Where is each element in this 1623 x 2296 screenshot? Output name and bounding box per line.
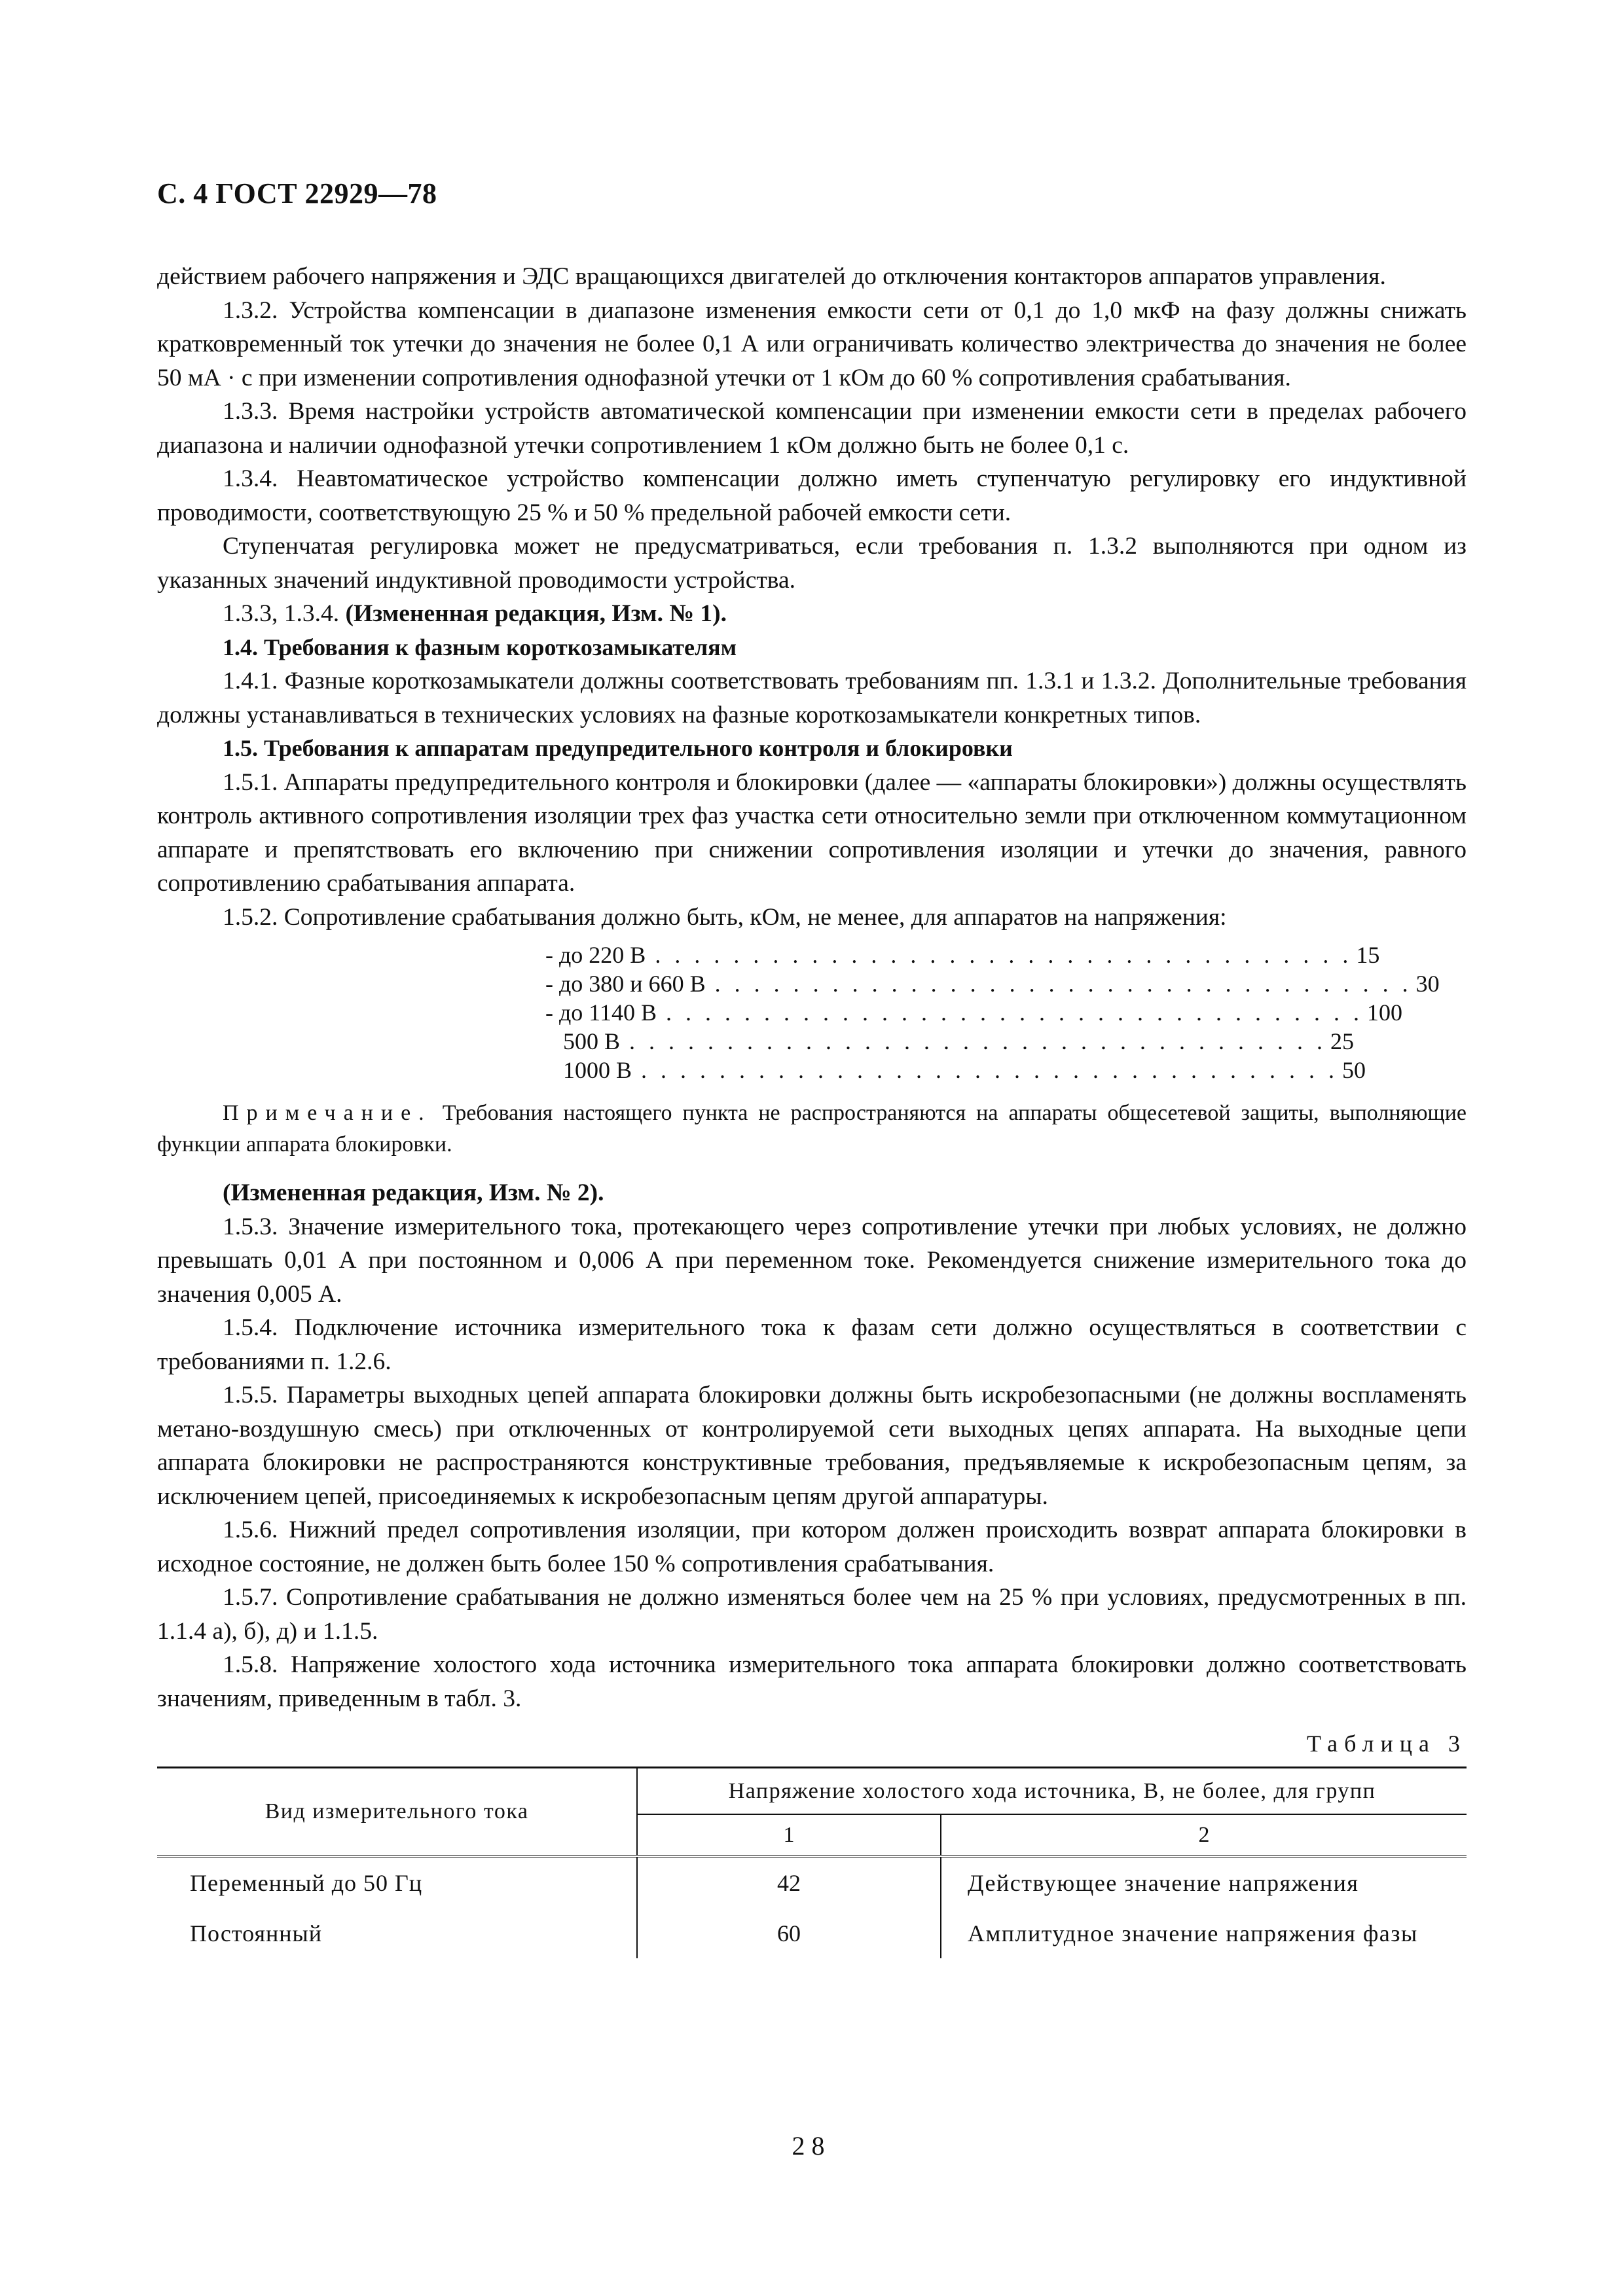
amendment-text: (Измененная редакция, Изм. № 1). — [345, 600, 727, 627]
list-item: - до 1140 В . . . . . . . . . . . . . . . . . . . . . . . . . . . . . . . . . . . . 100 — [545, 999, 1402, 1026]
list-item: - до 220 В . . . . . . . . . . . . . . . . . . . . . . . . . . . . . . . . . . . . 15 — [545, 942, 1380, 968]
voltage-resistance-list — [545, 941, 1440, 1085]
amendment-ref: 1.3.3, 1.3.4. — [223, 600, 346, 627]
section-heading-1-4: 1.4. Требования к фазным короткозамыкателям — [223, 634, 737, 660]
paragraph-1-3-2: 1.3.2. Устройства компенсации в диапазоне изменения емкости сети от 0,1 до 1,0 мкФ на фазу должны снижать кратковременный ток утечки до значения не более 0,1 А или ограничивать количество электричества до значения не более 50 мА · с при изменении сопротивления однофазной утечки от 1 кОм до 60 % сопротивления срабатывания. — [157, 296, 1467, 391]
note-text: Требования настоящего пункта не распространяются на аппараты общесетевой защиты, выполняющие функции аппарата блокировки. — [157, 1101, 1467, 1157]
paragraph-1-5-5: 1.5.5. Параметры выходных цепей аппарата блокировки должны быть искробезопасными (не должны воспламенять метано-воздушную смесь) при отключенных от контролируемой сети выходных цепях аппарата. На выходные цепи аппарата блокировки не распространяются конструктивные требования, предъявляемые к искробезопасным цепям, за исключением цепей, присоединяемых к искробезопасным цепям другой аппаратуры. — [157, 1382, 1467, 1510]
paragraph-1-5-1: 1.5.1. Аппараты предупредительного контроля и блокировки (далее — «аппараты блокировки») должны осуществлять контроль активного сопротивления изоляции трех фаз участка сети относительно земли при отключенном коммутационном аппарате и препятствовать его включению при снижении сопротивления изоляции и утечки до значения, равного сопротивлению срабатывания аппарата. — [157, 768, 1467, 897]
table-cell: Амплитудное значение напряжения фазы — [968, 1920, 1418, 1946]
table-cell: Действующее значение напряжения — [968, 1870, 1359, 1896]
paragraph-1-5-6: 1.5.6. Нижний предел сопротивления изоляции, при котором должен происходить возврат аппарата блокировки в исходное состояние, не должен быть более 150 % сопротивления срабатывания. — [157, 1516, 1467, 1577]
paragraph-stepped-regulation: Ступенчатая регулировка может не предусматриваться, если требования п. 1.3.2 выполняются при одном из указанных значений индуктивной проводимости устройства. — [157, 533, 1467, 594]
table-cell: 42 — [637, 1856, 941, 1909]
paragraph-1-5-4: 1.5.4. Подключение источника измерительного тока к фазам сети должно осуществляться в соответствии с требованиями п. 1.2.6. — [157, 1314, 1467, 1375]
column-header-current-type: Вид измерительного тока — [157, 1768, 637, 1857]
table-3 — [157, 1767, 1467, 1958]
paragraph-1-5-8: 1.5.8. Напряжение холостого хода источника измерительного тока аппарата блокировки должно соответствовать значениям, приведенным в табл. 3. — [157, 1651, 1467, 1712]
note — [157, 1098, 1467, 1160]
column-header-voltage: Напряжение холостого хода источника, В, не более, для групп — [637, 1768, 1467, 1815]
amendment-note-2: (Измененная редакция, Изм. № 2). — [223, 1179, 604, 1206]
section-heading-1-5: 1.5. Требования к аппаратам предупредительного контроля и блокировки — [223, 735, 1013, 761]
paragraph-1-5-7: 1.5.7. Сопротивление срабатывания не должно изменяться более чем на 25 % при условиях, предусмотренных в пп. 1.1.4 а), б), д) и 1.1.5. — [157, 1584, 1467, 1645]
page-number: 28 — [792, 2131, 831, 2161]
paragraph-1-3-3: 1.3.3. Время настройки устройств автоматической компенсации при изменении емкости сети в пределах рабочего диапазона и наличии однофазной утечки сопротивлением 1 кОм должно быть не более 0,1 с. — [157, 398, 1467, 459]
list-item: 1000 В . . . . . . . . . . . . . . . . . . . . . . . . . . . . . . . . . . . . 50 — [545, 1057, 1366, 1083]
note-label: Примечание. — [223, 1101, 432, 1125]
table-cell: Переменный до 50 Гц — [157, 1856, 637, 1909]
paragraph-continuation: действием рабочего напряжения и ЭДС вращающихся двигателей до отключения контакторов аппаратов управления. — [157, 263, 1386, 290]
amendment-note-1 — [157, 597, 1467, 631]
document-page — [157, 177, 1467, 1958]
table-caption: Таблица 3 — [1307, 1731, 1467, 1757]
table-row — [157, 1856, 1467, 1909]
paragraph-1-4-1: 1.4.1. Фазные короткозамыкатели должны соответствовать требованиям пп. 1.3.1 и 1.3.2. Дополнительные требования должны устанавливаться в технических условиях на фазные короткозамыкатели конкретных типов. — [157, 668, 1467, 728]
paragraph-1-5-2: 1.5.2. Сопротивление срабатывания должно быть, кОм, не менее, для аппаратов на напряжения: — [223, 903, 1227, 931]
paragraph-1-5-3: 1.5.3. Значение измерительного тока, протекающего через сопротивление утечки при любых условиях, не должно превышать 0,01 А при постоянном и 0,006 А при переменном токе. Рекомендуется снижение измерительного тока до значения 0,005 А. — [157, 1213, 1467, 1308]
column-header-group-2: 2 — [941, 1814, 1467, 1856]
list-item: 500 В . . . . . . . . . . . . . . . . . . . . . . . . . . . . . . . . . . . . 25 — [545, 1028, 1355, 1054]
table-row — [157, 1909, 1467, 1958]
paragraph-1-3-4: 1.3.4. Неавтоматическое устройство компенсации должно иметь ступенчатую регулировку его индуктивной проводимости, соответствующую 25 % и 50 % предельной рабочей емкости сети. — [157, 465, 1467, 526]
list-item: - до 380 и 660 В . . . . . . . . . . . . . . . . . . . . . . . . . . . . . . . . . . . . 30 — [545, 971, 1440, 997]
page-title: С. 4 ГОСТ 22929—78 — [157, 177, 437, 209]
column-header-group-1: 1 — [637, 1814, 941, 1856]
table-cell: Постоянный — [157, 1909, 637, 1958]
table-cell: 60 — [637, 1909, 941, 1958]
